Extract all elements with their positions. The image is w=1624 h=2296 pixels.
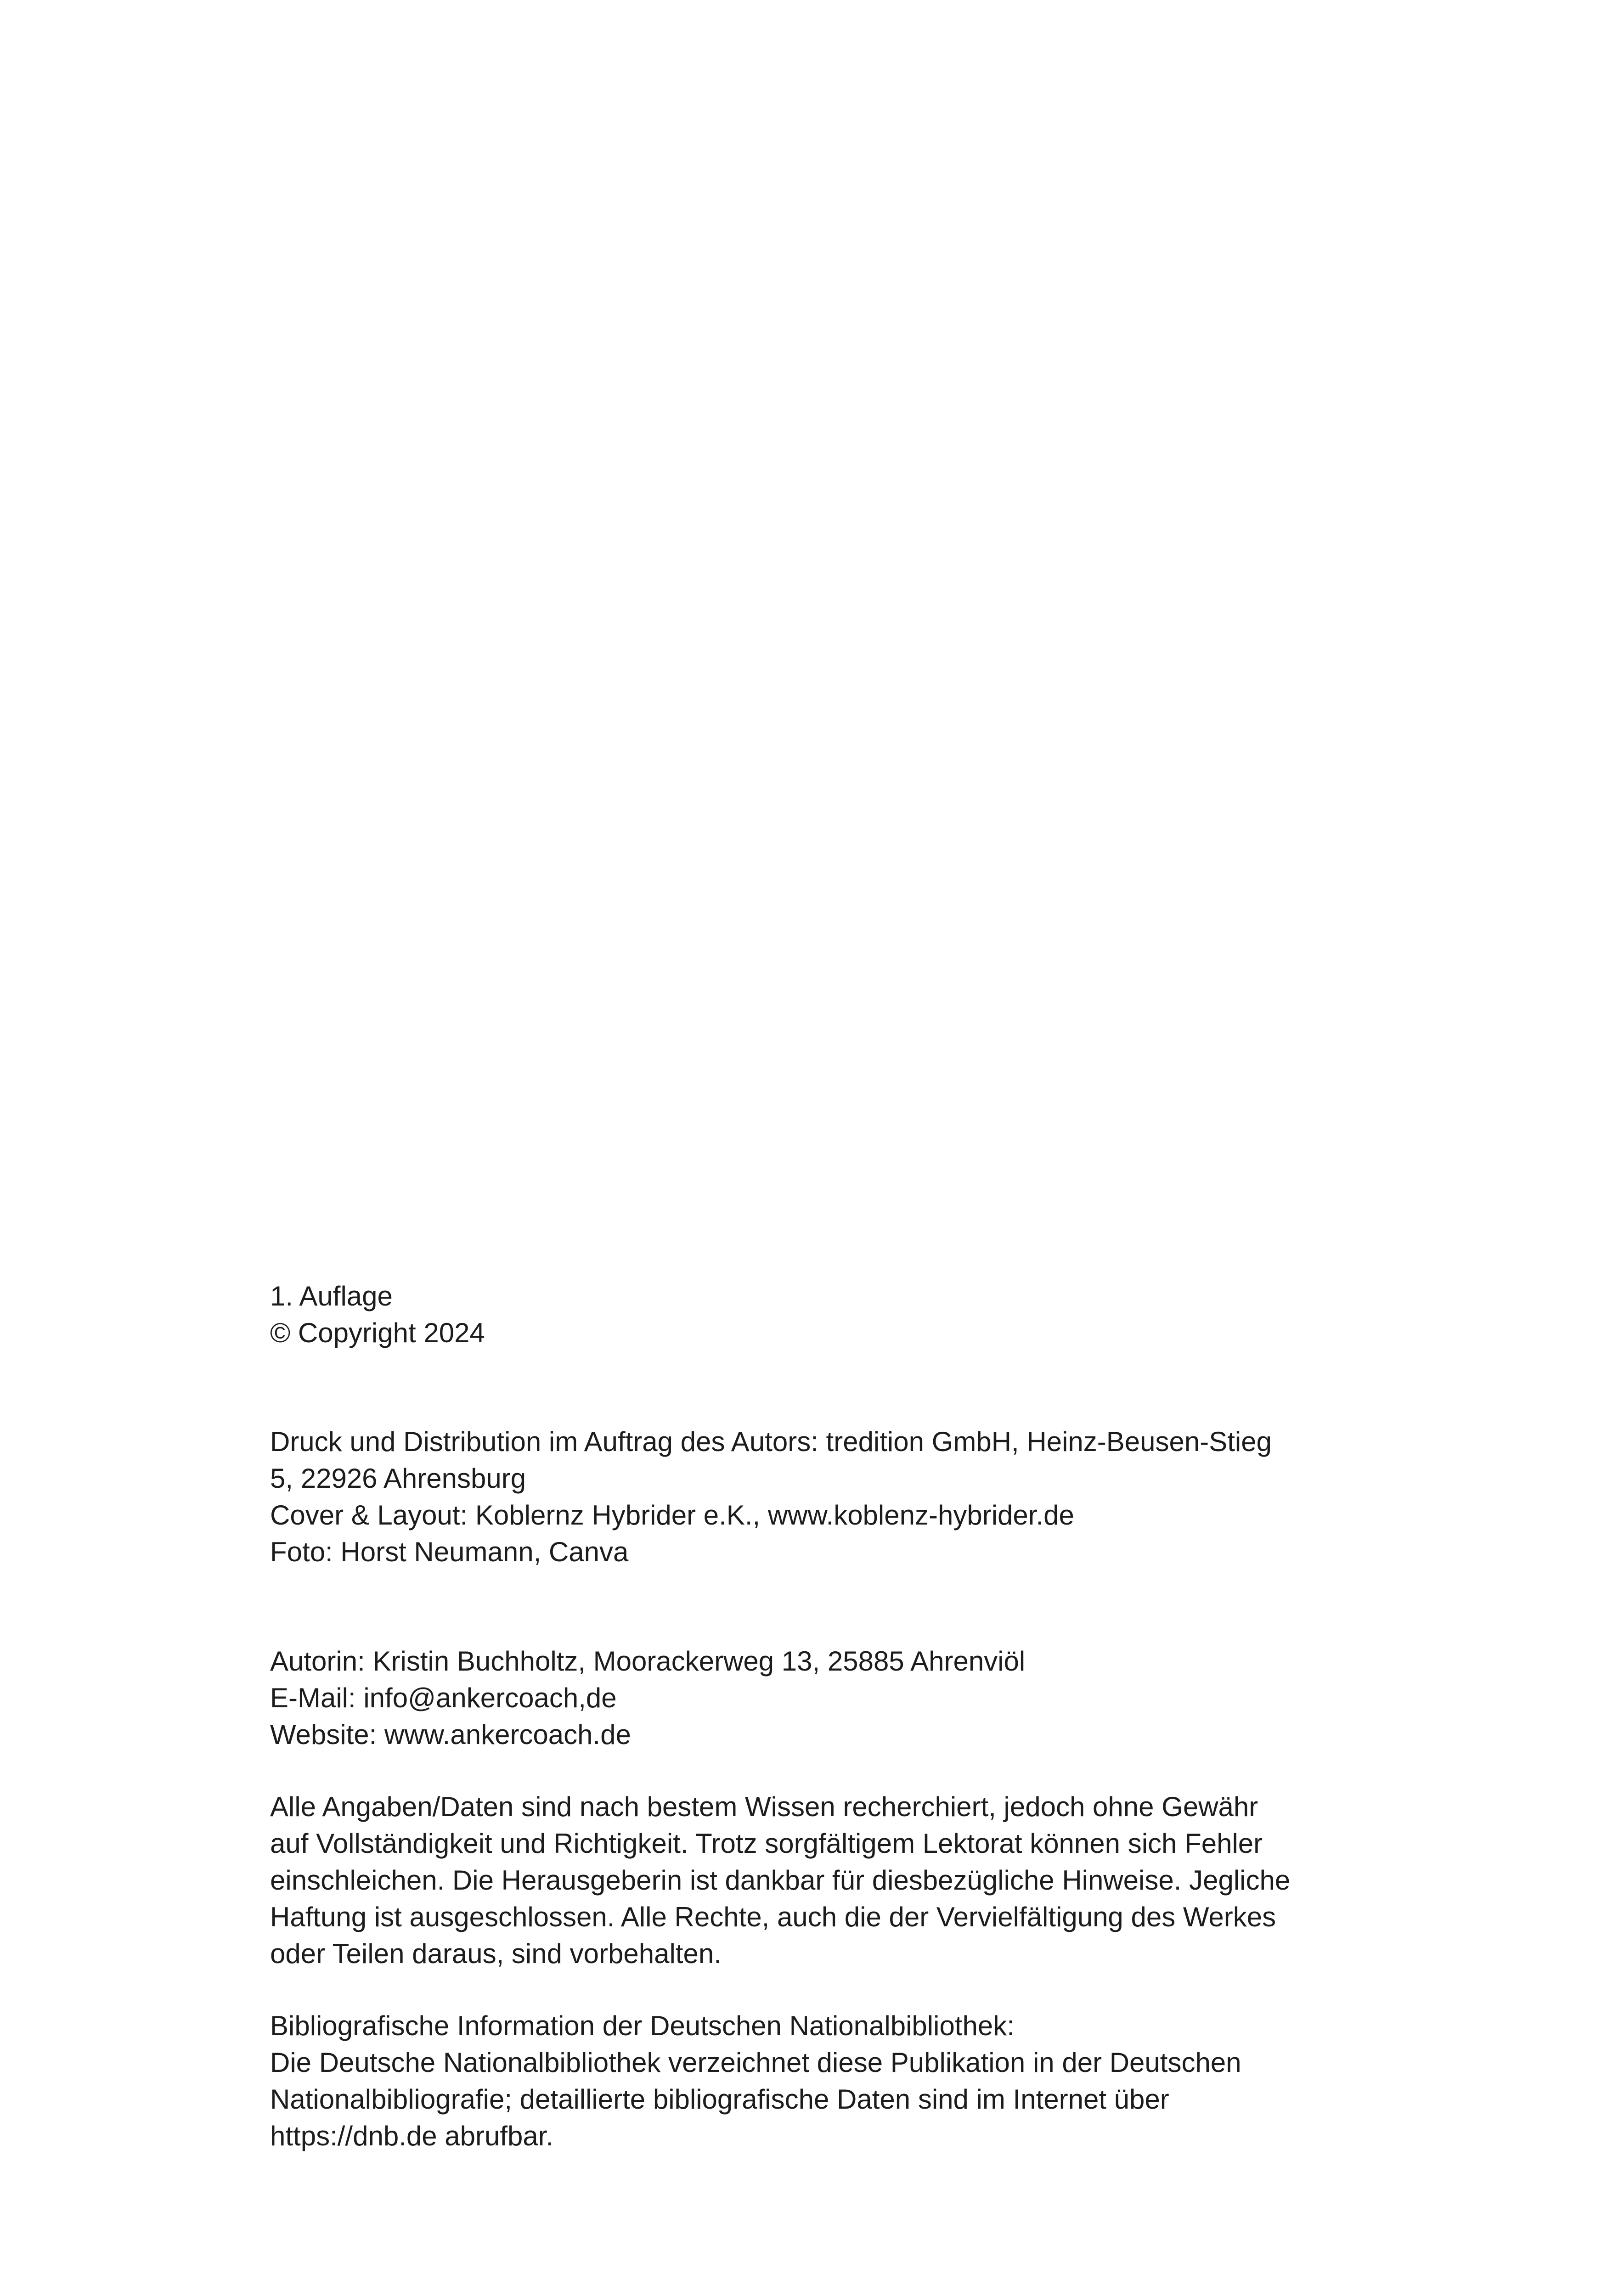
author-email: E-Mail: info@ankercoach,de xyxy=(270,1683,617,1713)
disclaimer-line: Alle Angaben/Daten sind nach bestem Wissen recherchiert, jedoch ohne Gewähr xyxy=(270,1791,1258,1822)
dnb-line: Nationalbibliografie; detaillierte bibliografische Daten sind im Internet über xyxy=(270,2084,1169,2115)
print-distribution-line-2: 5, 22926 Ahrensburg xyxy=(270,1463,526,1494)
dnb-block xyxy=(270,2008,1363,2155)
dnb-line: Die Deutsche Nationalbibliothek verzeichnet diese Publikation in der Deutschen xyxy=(270,2047,1241,2078)
production-block xyxy=(270,1424,1363,1570)
print-distribution-line-1: Druck und Distribution im Auftrag des Autors: tredition GmbH, Heinz-Beusen-Stieg xyxy=(270,1426,1272,1457)
cover-layout-credit: Cover & Layout: Koblernz Hybrider e.K., www.koblenz-hybrider.de xyxy=(270,1500,1074,1531)
disclaimer-line: Haftung ist ausgeschlossen. Alle Rechte, auch die der Vervielfältigung des Werkes xyxy=(270,1902,1276,1932)
author-block xyxy=(270,1643,1363,1753)
dnb-line: https://dnb.de abrufbar. xyxy=(270,2121,554,2151)
copyright-notice: © Copyright 2024 xyxy=(270,1317,485,1348)
dnb-heading: Bibliografische Information der Deutschen Nationalbibliothek: xyxy=(270,2010,1015,2041)
photo-credit: Foto: Horst Neumann, Canva xyxy=(270,1536,629,1567)
disclaimer-block xyxy=(270,1789,1363,1972)
author-address: Autorin: Kristin Buchholtz, Moorackerweg 13, 25885 Ahrenviöl xyxy=(270,1646,1026,1677)
edition-label: 1. Auflage xyxy=(270,1281,393,1311)
edition-block xyxy=(270,1278,1363,1351)
disclaimer-line: oder Teilen daraus, sind vorbehalten. xyxy=(270,1938,722,1969)
disclaimer-line: auf Vollständigkeit und Richtigkeit. Trotz sorgfältigem Lektorat können sich Fehler xyxy=(270,1828,1263,1859)
disclaimer-line: einschleichen. Die Herausgeberin ist dankbar für diesbezügliche Hinweise. Jegliche xyxy=(270,1865,1291,1896)
author-website: Website: www.ankercoach.de xyxy=(270,1719,631,1750)
